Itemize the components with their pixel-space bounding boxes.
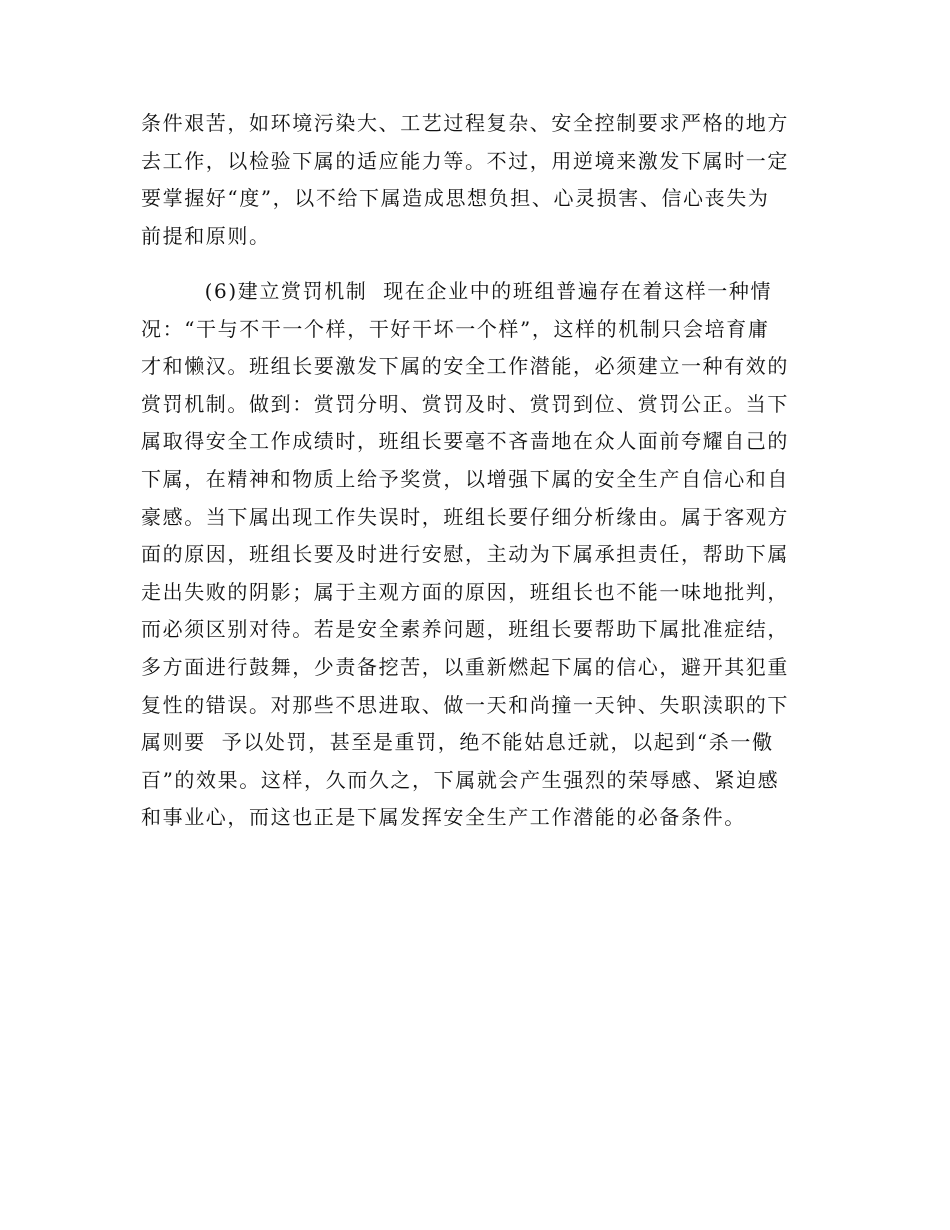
paragraph-line: 多方面进行鼓舞，少责备挖苦，以重新燃起下属的信心，避开其犯重 xyxy=(141,654,789,679)
paragraph-line: 复性的错误。对那些不思进取、做一天和尚撞一天钟、失职渎职的下 xyxy=(141,692,789,717)
paragraph-line: 属则要 予以处罚，甚至是重罚，绝不能姑息迁就，以起到“杀一儆 xyxy=(141,730,774,755)
paragraph-line: 要掌握好“度”，以不给下属造成思想负担、心灵损害、信心丧失为 xyxy=(141,186,770,211)
paragraph-line: 属取得安全工作成绩时，班组长要毫不吝啬地在众人面前夸耀自己的 xyxy=(141,429,789,454)
paragraph-1 xyxy=(141,105,801,255)
paragraph-line: 豪感。当下属出现工作失误时，班组长要仔细分析缘由。属于客观方 xyxy=(141,504,789,529)
paragraph-line: 而必须区别对待。若是安全素养问题，班组长要帮助下属批准症结， xyxy=(141,617,789,642)
paragraph-line: 才和懒汉。班组长要激发下属的安全工作潜能，必须建立一种有效的 xyxy=(141,354,789,379)
paragraph-heading-line: (6)建立赏罚机制 现在企业中的班组普遍存在着这样一种情 xyxy=(141,279,773,303)
paragraph-2 xyxy=(141,273,801,837)
paragraph-line: 况：“干与不干一个样，干好干坏一个样”，这样的机制只会培育庸 xyxy=(141,316,770,341)
paragraph-line: 条件艰苦，如环境污染大、工艺过程复杂、安全控制要求严格的地方 xyxy=(141,111,789,135)
paragraph-line: 走出失败的阴影；属于主观方面的原因，班组长也不能一味地批判， xyxy=(141,579,789,604)
paragraph-line: 和事业心，而这也正是下属发挥安全生产工作潜能的必备条件。 xyxy=(141,805,746,830)
paragraph-line: 百”的效果。这样，久而久之，下属就会产生强烈的荣辱感、紧迫感 xyxy=(141,767,780,792)
paragraph-line: 前提和原则。 xyxy=(141,223,271,248)
paragraph-line: 赏罚机制。做到：赏罚分明、赏罚及时、赏罚到位、赏罚公正。当下 xyxy=(141,391,789,416)
paragraph-line: 面的原因，班组长要及时进行安慰，主动为下属承担责任，帮助下属 xyxy=(141,542,789,567)
paragraph-line: 下属，在精神和物质上给予奖赏，以增强下属的安全生产自信心和自 xyxy=(141,466,789,491)
paragraph-line: 去工作，以检验下属的适应能力等。不过，用逆境来激发下属时一定 xyxy=(141,148,789,173)
